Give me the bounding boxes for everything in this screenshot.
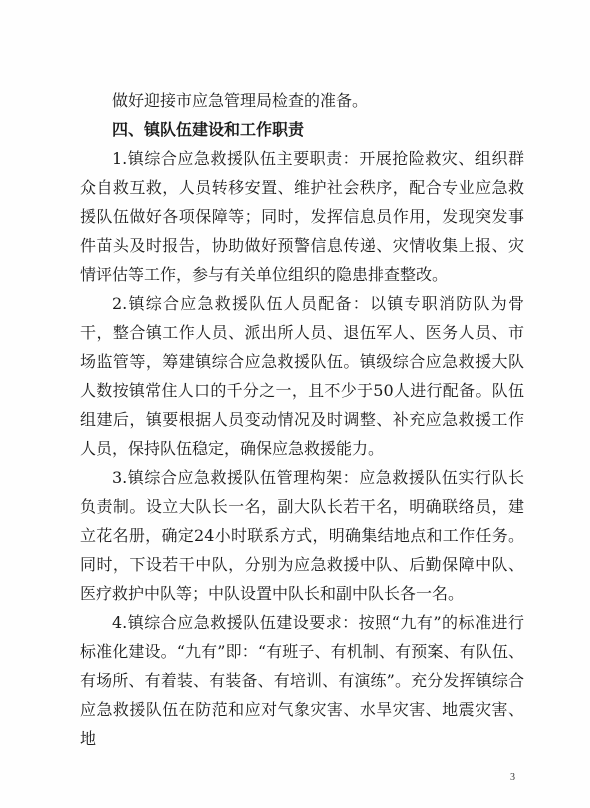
paragraph-requirements: 4.镇综合应急救援队伍建设要求：按照“九有”的标准进行标准化建设。“九有”即：“有班子、有机制、有预案、有队伍、有场所、有着装、有装备、有培训、有演练”。充分发挥镇综合应急救援队伍在防范和应对气象灾害、水旱灾害、地震灾害、地: [80, 613, 524, 748]
section-heading: 四、镇队伍建设和工作职责: [112, 120, 305, 139]
paragraph-structure: 3.镇综合应急救援队伍管理构架：应急救援队伍实行队长负责制。设立大队长一名，副大队长若干名，明确联络员，建立花名册，确定24小时联系方式，明确集结地点和工作任务。同时，下设若干中队，分别为应急救援中队、后勤保障中队、医疗救护中队等；中队设置中队长和副中队长各一名。: [80, 468, 524, 603]
paragraph-continuation: 做好迎接市应急管理局检查的准备。: [112, 91, 369, 110]
paragraph-duties: 1.镇综合应急救援队伍主要职责：开展抢险救灾、组织群众自救互救，人员转移安置、维护社会秩序，配合专业应急救援队伍做好各项保障等；同时，发挥信息员作用，发现突发事件苗头及时报告，协助做好预警信息传递、灾情收集上报、灾情评估等工作，参与有关单位组织的隐患排查整改。: [80, 149, 524, 284]
paragraph-staffing: 2.镇综合应急救援队伍人员配备：以镇专职消防队为骨干，整合镇工作人员、派出所人员、退伍军人、医务人员、市场监管等，筹建镇综合应急救援队伍。镇级综合应急救援大队人数按镇常住人口的千分之一，且不少于50人进行配备。队伍组建后，镇要根据人员变动情况及时调整、补充应急救援工作人员，保持队伍稳定，确保应急救援能力。: [80, 294, 524, 458]
page-number: 3: [510, 772, 515, 783]
document-body: [80, 86, 524, 753]
